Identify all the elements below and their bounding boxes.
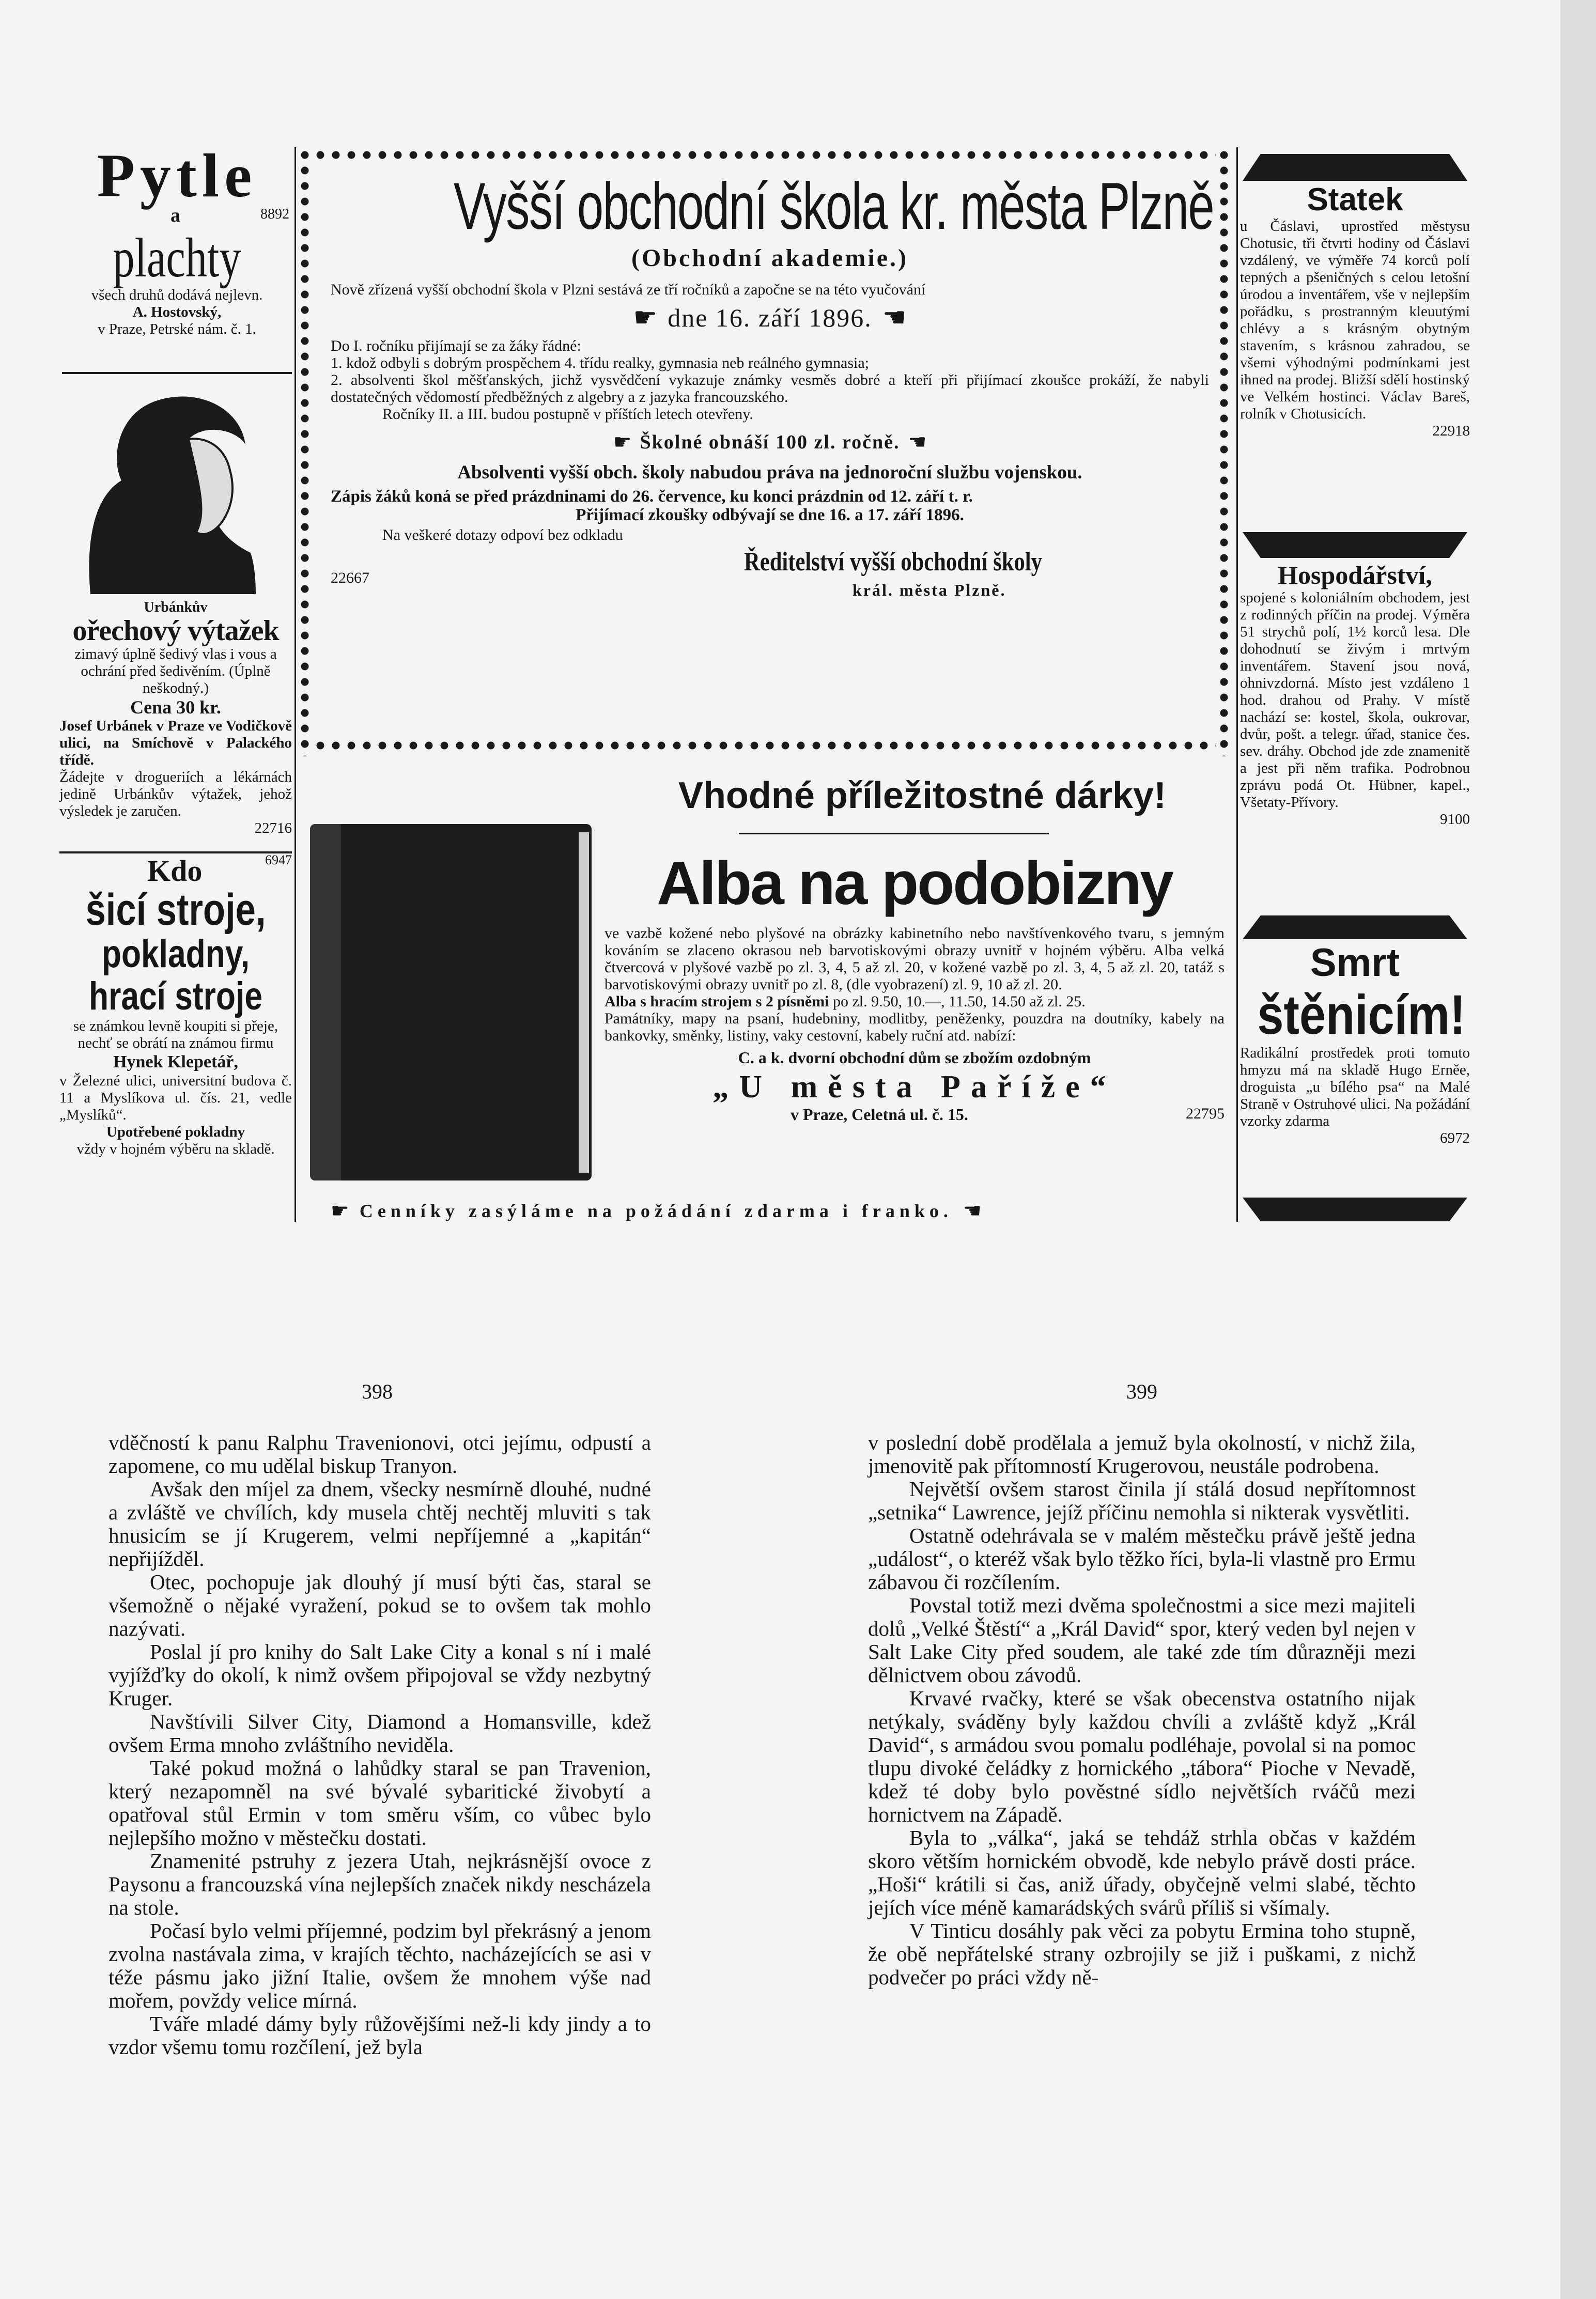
urbanek-maker: Urbánkův	[144, 599, 208, 615]
kdo-body: se známkou levně koupiti si přeje, nechť se obrátí na známou firmu	[73, 1018, 278, 1051]
statek-title: Statek	[1307, 182, 1403, 218]
album-souvenirs: Památníky, mapy na psaní, hudebniny, modlitby, peněženky, pouzdra na doutníky, kabely na bankovky, směnky, listiny, vaky cestovní, kabely ruční atd. nabízí:	[605, 1010, 1225, 1044]
kdo-head1: šicí stroje,	[85, 885, 266, 935]
pytle-title: Pytle	[97, 141, 257, 210]
pytle-name: A. Hostovský,	[132, 304, 222, 320]
story-paragraph: Navštívili Silver City, Diamond a Homansville, kdež ovšem Erma mnoho zvláštního neviděla.	[109, 1710, 651, 1757]
school-cond2: 2. absolventi škol měšťanských, jichž vysvědčení vykazuje známky vesměs dobré a kteří při přijímací zkoušce prokáží, že nabyli dostatečných vědomostí předběžných z algebry a z jazyka francouzského.	[331, 371, 1209, 406]
ad-urbanek	[59, 599, 292, 837]
story-paragraph: Otec, pochopuje jak dlouhý jí musí býti čas, staral se všemožně o nějaké vyražení, pokud se to ovšem tak mohlo nazývati.	[109, 1570, 651, 1640]
pointing-hand-icon: ☛	[331, 1199, 349, 1222]
page-edge-shadow	[1560, 0, 1596, 2299]
smrt-title2: štěnicím!	[1257, 983, 1466, 1046]
kdo-head2: pokladny,	[101, 932, 250, 976]
school-signature1: Ředitelství vyšší obchodní školy	[744, 547, 1042, 577]
pointing-hand-icon: ☚	[882, 303, 907, 333]
story-paragraph: Tváře mladé dámy byly růžovějšími než-li kdy jindy a to vzdor všemu tomu rozčílení, jež byla	[109, 2012, 651, 2059]
pointing-hand-icon: ☚	[908, 430, 927, 454]
school-fee: Školné obnáší 100 zl. ročně.	[640, 431, 900, 453]
ad-smrt	[1240, 941, 1470, 1147]
album-title: Alba na podobizny	[657, 849, 1172, 918]
album-shop-name: „U města Paříže“	[712, 1069, 1117, 1105]
school-later-years: Ročníky II. a III. budou postupně v příštích letech otevřeny.	[382, 406, 753, 423]
ad-statek	[1240, 182, 1470, 440]
pointing-hand-icon: ☚	[963, 1199, 982, 1222]
album-number: 22795	[1186, 1105, 1225, 1122]
smrt-banner-top	[1243, 915, 1467, 939]
album-shop: C. a k. dvorní obchodní dům se zbožím ozdobným	[738, 1048, 1091, 1067]
kdo-head3: hrací stroje	[89, 974, 262, 1018]
kdo-address: v Železné ulici, universitní budova č. 11 a Myslíkova ul. čís. 21, vedle „Myslíků“.	[59, 1073, 292, 1123]
hospodarstvi-banner	[1243, 532, 1467, 558]
school-enroll: Zápis žáků koná se před prázdninami do 26. července, ku konci prázdnin od 12. září t. r.	[331, 487, 973, 506]
ornament-border-right	[1216, 147, 1235, 756]
school-title: Vyšší obchodní škola kr. města Plzně	[454, 169, 1214, 243]
school-queries: Na veškeré dotazy odpoví bez odkladu	[382, 526, 623, 543]
kdo-title: Kdo	[147, 854, 203, 888]
school-intro: Nově zřízená vyšší obchodní škola v Plzni sestává ze tří ročníků a započne se na této vyučování	[331, 281, 926, 298]
hospodarstvi-body: spojené s koloniálním obchodem, jest z rodinných příčin na prodej. Výměra 51 strychů polí, 1½ korců lesa. Dle dohodnutí se živým i mrtvým inventářem. Stavení jsou nová, ohnivzdorná. Místo jest vzdáleno 1 hod. drahou od Prahy. V místě nachází se: kostel, škola, oukrovar, dvůr, pošt. a telegr. úřad, stanice čes. sev. dráhy. Obchod jde zde znamenitě a jest při něm trafika. Podrobnou zprávu podá Ot. Hübner, kapel., Všetaty-Přívory.	[1240, 589, 1470, 811]
album-desc: ve vazbě kožené nebo plyšové na obrázky kabinetního nebo navštívenkového tvaru, s jemným kováním se zlaceno okrasou neb barvotiskovými obrazy uvnitř v hojném výběru. Alba velká čtvercová v plyšové vazbě po zl. 3, 4, 5 až zl. 20, v kožené vazbě po zl. 3, 4, 5 až zl. 20, tatáž s barvotiskovými obrazy uvnitř po zl. 8, (dle vyobrazení) zl. 9, 10 až zl. 20.	[605, 925, 1225, 993]
album-music-bold: Alba s hracím strojem s 2 písněmi	[605, 993, 829, 1010]
story-paragraph: Ostatně odehrávala se v malém městečku právě ještě jedna „událost“, o kteréž však bylo těžko říci, byla-li vlastně pro Ermu zábavou či rozčílením.	[868, 1524, 1416, 1594]
smrt-body: Radikální prostředek proti tomuto hmyzu má na skladě Hugo Erněe, droguista „u bílého psa“ na Malé Straně v Ostruhové ulici. Na požádání vzorky zdarma	[1240, 1045, 1470, 1129]
story-column-right	[868, 1431, 1416, 1989]
school-exams: Přijímací zkoušky odbývají se dne 16. a 17. září 1896.	[576, 506, 964, 524]
urbanek-number: 22716	[254, 820, 292, 836]
urbanek-availability: Žádejte v drogueriích a lékárnách jedině Urbánkův výtažek, jehož výsledek je zaručen.	[59, 769, 292, 819]
smrt-number: 6972	[1440, 1130, 1470, 1146]
story-paragraph: Krvavé rvačky, které se však obecenstva ostatního nijak netýkaly, sváděny byly každou chvíli a zvláště když „Král David“, s armádou svou pomalu podléhaje, povolal si na pomoc tlupu divoké čeládky z hornického „tábora“ Pioche v Nevadě, kdež té doby bylo pověstné sídlo největších rváčů mezi hornictvem na Západě.	[868, 1686, 1416, 1826]
statek-body: u Čáslavi, uprostřed městysu Chotusic, tři čtvrti hodiny od Čáslavi vzdálený, ve výměře 74 korců polí tepných a pšeničných s celou letošní úrodou a inventářem, vše v nejlepším pořádku, s prostranným kleuutými chlévy a s krásným obytným stavením, s krásnou zahradou, se všemi výhodnými podmínkami jest ihned na prodej. Bližší sdělí hostinský ve Velkém hostinci. Václav Bareš, rolník v Chotusicích.	[1240, 218, 1470, 422]
pytle-line1: všech druhů dodává nejlevn.	[91, 287, 263, 303]
kdo-note: vždy v hojném výběru na skladě.	[76, 1141, 275, 1157]
story-paragraph: Byla to „válka“, jaká se tehdáž strhla občas v každém skoro větším hornickém obvodě, kde nebylo právě dosti práce. „Hoši“ krátili si čas, aniž úřady, obyčejně velmi slabé, těchto jejích více méně kamarádských svárů příliš si všímaly.	[868, 1826, 1416, 1919]
urbanek-title: ořechový výtažek	[72, 615, 279, 647]
kdo-firm: Hynek Klepetář,	[113, 1052, 238, 1071]
story-paragraph: vděčností k panu Ralphu Travenionovi, otci jejímu, odpustí a zapomene, co mu udělal biskup Tranyon.	[109, 1431, 651, 1478]
hospodarstvi-title: Hospodářství,	[1278, 561, 1432, 589]
album-body	[605, 925, 1225, 1126]
story-paragraph: V Tinticu dosáhly pak věci za pobytu Ermina toho stupně, že obě nepřátelské strany ozbrojily se již i puškami, z nichž podvečer po práci vždy ně-	[868, 1919, 1416, 1989]
album-headline: Vhodné příležitostné dárky!	[678, 775, 1167, 816]
urbanek-body: zimavý úplně šedivý vlas i vous a ochrání před šedivěním. (Úplně neškodný.)	[74, 646, 277, 696]
school-rights: Absolventi vyšší obch. školy nabudou práva na jednoroční službu vojenskou.	[457, 462, 1082, 483]
pytle-number: 8892	[260, 206, 289, 222]
album-catalog-row	[331, 1199, 1225, 1223]
plachty-title: plachty	[113, 227, 241, 289]
page-number-left: 398	[362, 1380, 393, 1403]
pytle-conj: a	[171, 205, 180, 226]
ornament-border-bottom	[297, 738, 1235, 756]
ad-kdo	[59, 852, 292, 1158]
story-paragraph: Avšak den míjel za dnem, všecky nesmírně dlouhé, nudné a zvláště ve chvílích, kdy musela chtěj nechtěj mluviti s tak hnusicím se jí Krugerem, velmi nepříjemné a „kapitán“ nepřijížděl.	[109, 1477, 651, 1571]
album-book-spine	[310, 824, 341, 1180]
story-paragraph: Znamenité pstruhy z jezera Utah, nejkrásnější ovoce z Paysonu a francouzská vína nejlepších značek nikdy nescházela na stole.	[109, 1849, 651, 1919]
ad-pytle	[62, 141, 292, 338]
pointing-hand-icon: ☛	[633, 303, 658, 333]
story-column-left	[109, 1431, 651, 2059]
statek-banner	[1243, 154, 1467, 181]
story-paragraph: Největší ovšem starost činila jí stálá dosud nepřítomnost „setnika“ Lawrence, jejíž příčinu nemohla si nikterak vysvětliti.	[868, 1477, 1416, 1524]
ad-hospodarstvi	[1240, 561, 1470, 828]
ornament-border-top	[297, 147, 1235, 166]
album-music-prices: po zl. 9.50, 10.—, 11.50, 14.50 až zl. 25.	[832, 993, 1086, 1010]
divider	[62, 372, 292, 374]
woman-portrait	[80, 382, 266, 599]
page-number-right: 399	[1126, 1380, 1157, 1403]
kdo-note-bold: Upotřebené pokladny	[106, 1124, 245, 1140]
smrt-title1: Smrt	[1310, 941, 1400, 985]
kdo-number: 6947	[265, 852, 292, 867]
urbanek-price: Cena 30 kr.	[130, 697, 221, 718]
pointing-hand-icon: ☛	[613, 430, 632, 454]
school-first-year: Do I. ročníku přijímají se za žáky řádné:	[331, 337, 581, 354]
divider	[739, 833, 1049, 834]
school-subtitle: (Obchodní akademie.)	[631, 244, 909, 272]
story-paragraph: v poslední době prodělala a jemuž byla okolností, v nichž žila, jmenovitě pak přítomností Krugerovou, neustále podrobena.	[868, 1431, 1416, 1478]
ad-school	[331, 169, 1214, 734]
statek-number: 22918	[1432, 423, 1470, 439]
ornament-border-left	[297, 147, 316, 756]
album-book-pages	[579, 832, 589, 1173]
school-cond1: 1. kdož odbyli s dobrým prospěchem 4. třídu realky, gymnasia neb reálného gymnasia;	[331, 354, 869, 371]
story-paragraph: Počasí bylo velmi příjemné, podzim byl překrásný a jenom zvolna nastávala zima, v krajích těchto, nacházejících se asi v téže pásmu jako jižní Italie, ovšem že mnohem výše nad mořem, povždy velice mírná.	[109, 1919, 651, 2012]
story-paragraph: Povstal totiž mezi dvěma společnostmi a sice mezi majiteli dolů „Velké Štěstí“ a „Král David“ spor, který veden byl nejen v Salt Lake City před soudem, ale také zde tím důrazněji mezi dělnictvem obou závodů.	[868, 1593, 1416, 1687]
hospodarstvi-number: 9100	[1440, 811, 1470, 828]
school-signature2: král. města Plzně.	[853, 581, 1006, 599]
story-paragraph: Také pokud možná o lahůdky staral se pan Travenion, který nezapomněl na své bývalé sybaritické živobytí a opatřoval stůl Ermin v tom směru vším, co vůbec bylo nejlepšího možno v městečku dostati.	[109, 1756, 651, 1850]
school-number: 22667	[331, 569, 369, 586]
column-rule	[1236, 147, 1238, 1222]
album-music	[605, 993, 1225, 1010]
album-address: v Praze, Celetná ul. č. 15.	[791, 1105, 968, 1124]
column-rule	[295, 147, 296, 1222]
album-catalog: Cenníky zasýláme na požádání zdarma i franko.	[359, 1200, 953, 1221]
school-date: dne 16. září 1896.	[668, 303, 872, 332]
pytle-address: v Praze, Petrské nám. č. 1.	[98, 321, 256, 337]
album-book-image	[310, 824, 592, 1180]
smrt-banner-bottom	[1243, 1198, 1467, 1221]
urbanek-seller: Josef Urbánek v Praze ve Vodičkově ulici, na Smíchově v Palackého třídě.	[59, 718, 292, 768]
story-paragraph: Poslal jí pro knihy do Salt Lake City a konal s ní i malé vyjížďky do okolí, k nimž ovšem připojoval se vždy nezbytný Kruger.	[109, 1640, 651, 1710]
